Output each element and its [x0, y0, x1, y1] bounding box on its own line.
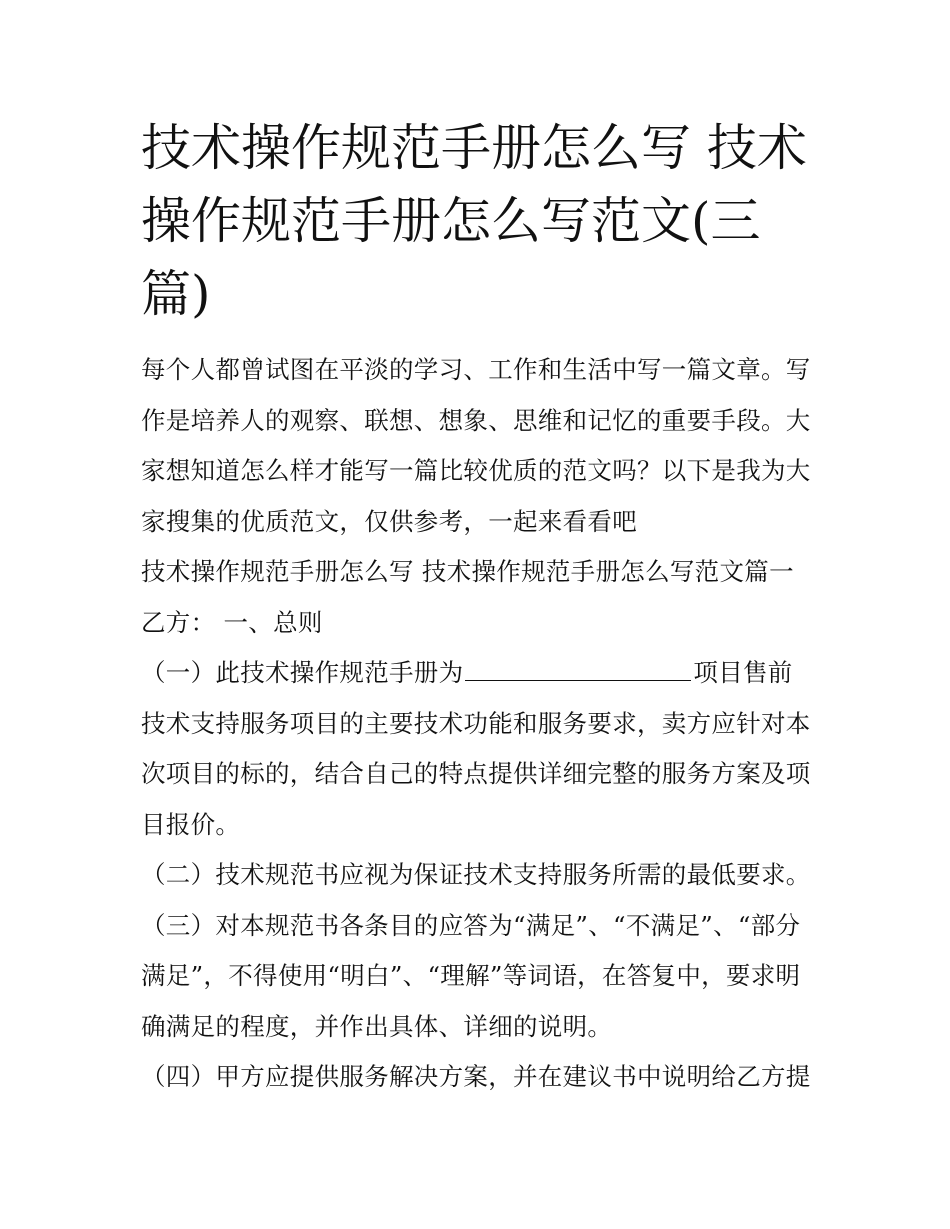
- clause-1-start: （一）此技术操作规范手册为: [141, 658, 464, 687]
- clause-1-after-blank: 项目售前: [693, 658, 793, 687]
- clause-1-rest: 技术支持服务项目的主要技术功能和服务要求，卖方应针对本 次项目的标的，结合自己的特点提供详细完整的服务方案及项 目报价。: [141, 708, 811, 839]
- clause-1: [141, 648, 813, 850]
- clause-3: （三）对本规范书各条目的应答为“满足”、“不满足”、“部分 满足”，不得使用“明白”、“理解”等词语，在答复中，要求明 确满足的程度，并作出具体、详细的说明。: [141, 910, 801, 1041]
- party-line: 乙方： 一、总则: [141, 607, 323, 637]
- clause-4: （四）甲方应提供服务解决方案，并在建议书中说明给乙方提: [141, 1062, 811, 1091]
- document-title: 技术操作规范手册怎么写 技术 操作规范手册怎么写范文(三 篇): [141, 119, 807, 323]
- document-page: [141, 112, 813, 1103]
- section-heading: 技术操作规范手册怎么写 技术操作规范手册怎么写范文篇一: [141, 557, 794, 586]
- intro-paragraph: 每个人都曾试图在平淡的学习、工作和生活中写一篇文章。写 作是培养人的观察、联想、想象、思维和记忆的重要手段。大 家想知道怎么样才能写一篇比较优质的范文吗？以下是我为大 家搜集的优质范文，仅供参考，一起来看看吧: [141, 355, 811, 536]
- clause-2: （二）技术规范书应视为保证技术支持服务所需的最低要求。: [141, 860, 811, 889]
- fill-in-blank: [465, 650, 691, 681]
